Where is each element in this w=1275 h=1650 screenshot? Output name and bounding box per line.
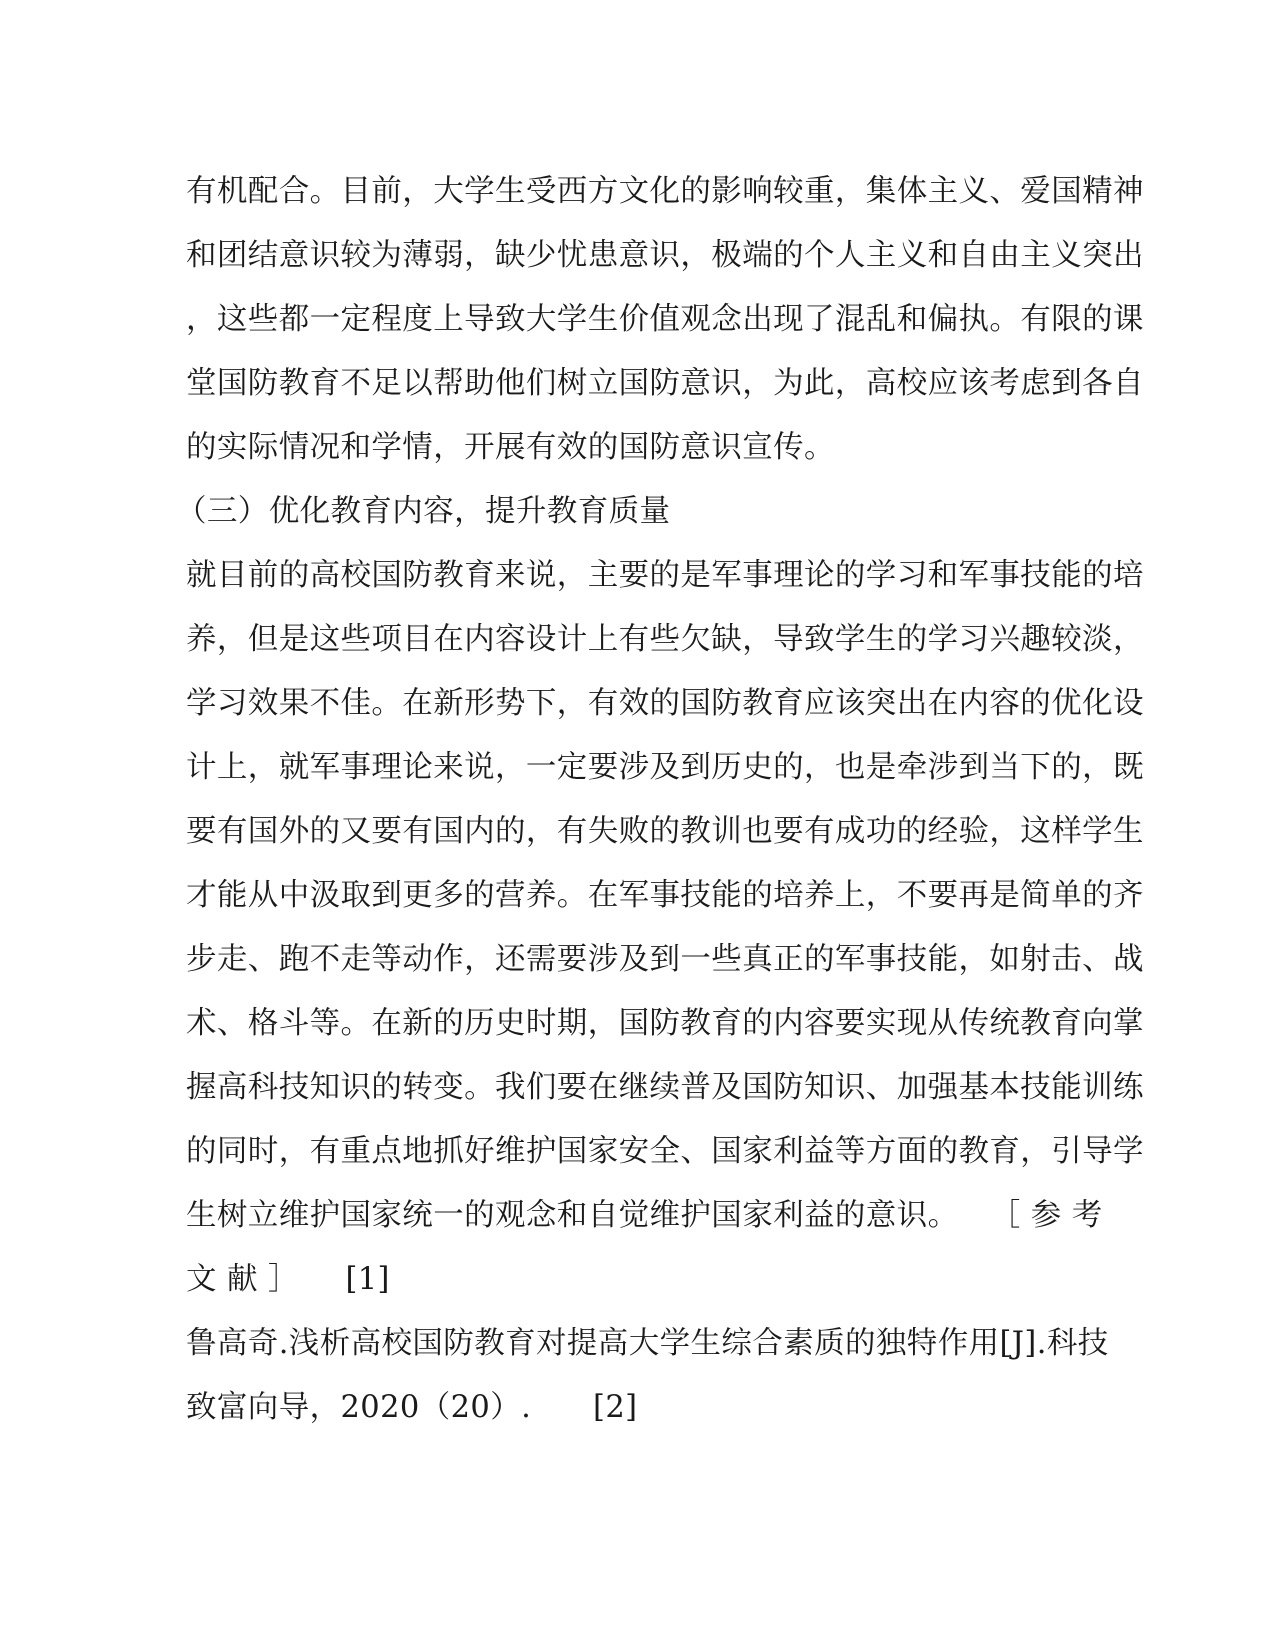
body-text-line: 就目前的高校国防教育来说，主要的是军事理论的学习和军事技能的培 xyxy=(186,558,1144,593)
body-text-line: 握高科技知识的转变。我们要在继续普及国防知识、加强基本技能训练 xyxy=(186,1070,1144,1105)
body-text-line: 养，但是这些项目在内容设计上有些欠缺，导致学生的学习兴趣较淡， xyxy=(186,622,1144,657)
body-text-line: 术、格斗等。在新的历史时期，国防教育的内容要实现从传统教育向掌 xyxy=(186,1006,1144,1041)
reference-entry-line: 致富向导，2020（20）. [2] xyxy=(186,1390,638,1425)
section-heading: （三）优化教育内容，提升教育质量 xyxy=(176,494,671,529)
body-text-line: 步走、跑不走等动作，还需要涉及到一些真正的军事技能，如射击、战 xyxy=(186,942,1144,977)
body-text-line: 才能从中汲取到更多的营养。在军事技能的培养上，不要再是简单的齐 xyxy=(186,878,1144,913)
body-text-line: 和团结意识较为薄弱，缺少忧患意识，极端的个人主义和自由主义突出 xyxy=(186,238,1144,273)
body-text-line: 学习效果不佳。在新形势下，有效的国防教育应该突出在内容的优化设 xyxy=(186,686,1144,721)
body-text-line: 有机配合。目前，大学生受西方文化的影响较重，集体主义、爱国精神 xyxy=(186,174,1144,209)
body-text-line: 的同时，有重点地抓好维护国家安全、国家利益等方面的教育，引导学 xyxy=(186,1134,1144,1169)
body-text-line: 堂国防教育不足以帮助他们树立国防意识，为此，高校应该考虑到各自 xyxy=(186,366,1144,401)
body-text-line: 要有国外的又要有国内的，有失败的教训也要有成功的经验，这样学生 xyxy=(186,814,1144,849)
reference-entry-line: 鲁高奇.浅析高校国防教育对提高大学生综合素质的独特作用[J].科技 xyxy=(186,1326,1109,1361)
body-text-line: ，这些都一定程度上导致大学生价值观念出现了混乱和偏执。有限的课 xyxy=(186,302,1144,337)
body-text-line: 计上，就军事理论来说，一定要涉及到历史的，也是牵涉到当下的，既 xyxy=(186,750,1144,785)
references-heading-line: 文 献 ］ [1] xyxy=(186,1262,390,1297)
body-text-line: 的实际情况和学情，开展有效的国防意识宣传。 xyxy=(186,430,835,465)
body-text-line: 生树立维护国家统一的观念和自觉维护国家利益的意识。 ［ 参 考 xyxy=(186,1198,1103,1233)
